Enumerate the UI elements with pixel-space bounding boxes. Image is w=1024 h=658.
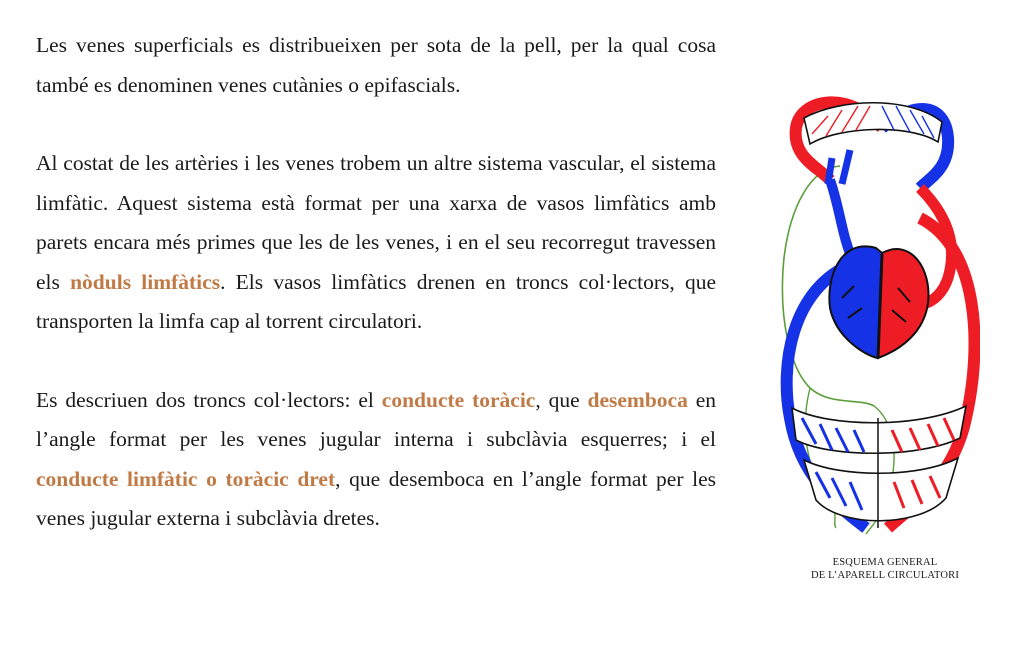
paragraph-collector-trunks xyxy=(36,381,716,539)
paragraph-text: , que xyxy=(535,387,588,412)
heart-left-side xyxy=(878,249,928,358)
link-conducte-limfatic-dret[interactable]: conducte limfàtic o toràcic dret xyxy=(36,466,336,491)
circulatory-system-diagram xyxy=(770,88,980,568)
paragraph-text: . Els vasos limfàtics drenen en troncs col·lectors, que transporten la limfa cap al torrent circulatori. xyxy=(36,269,717,333)
article-text xyxy=(36,26,716,578)
figure-caption xyxy=(770,556,1000,582)
link-conducte-toracic[interactable]: conducte toràcic xyxy=(381,387,536,412)
paragraph-text: Es descriuen dos troncs col·lectors: el xyxy=(36,387,382,412)
circulatory-diagram-svg xyxy=(770,88,980,548)
paragraph-lymphatic-system xyxy=(36,144,716,342)
paragraph-text: , que desemboca en l’angle format per les venes jugular externa i subclàvia dretes. xyxy=(36,466,716,530)
paragraph-superficial-veins xyxy=(36,26,716,105)
link-desemboca[interactable]: desemboca xyxy=(587,387,688,412)
paragraph-text: Al costat de les artèries i les venes trobem un altre sistema vascular, el sistema limfàtic. Aquest sistema està format per una xarxa de vasos limfàtics amb parets encara més primes que les de les venes, i en el seu recorregut travessen els xyxy=(36,151,716,294)
vena-cava-branch xyxy=(828,150,850,184)
link-noduls-limfatics[interactable]: nòduls limfàtics xyxy=(70,269,221,294)
caption-line-1: ESQUEMA GENERAL xyxy=(832,557,938,568)
body-capillary-bed-upper xyxy=(792,406,966,453)
paragraph-text: Les venes superficials es distribueixen per sota de la pell, per la qual cosa també es denominen venes cutànies o epifascials. xyxy=(36,33,716,97)
paragraph-text: en l’angle format per les venes jugular interna i subclàvia esquerres; i el xyxy=(36,387,717,451)
caption-line-2: DE L’APARELL CIRCULATORI xyxy=(810,570,960,581)
heart-right-side xyxy=(829,246,882,358)
